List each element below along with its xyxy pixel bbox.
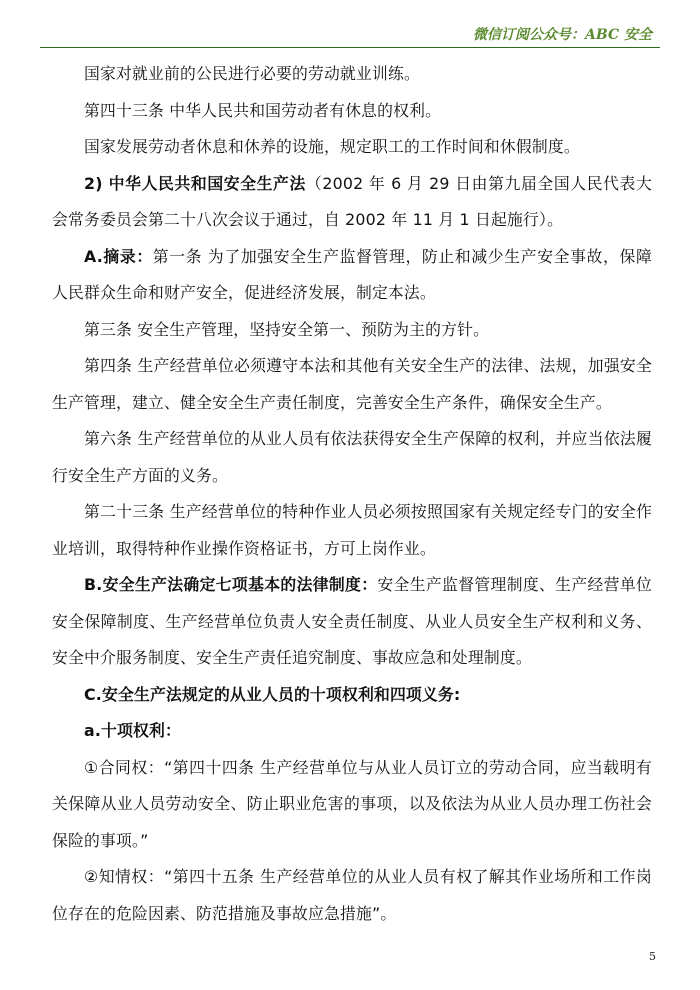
paragraph: 第二十三条 生产经营单位的特种作业人员必须按照国家有关规定经专门的安全作业培训，取得特种作业操作资格证书，方可上岗作业。	[52, 502, 652, 558]
subsection-heading: a.十项权利：	[84, 721, 182, 740]
legal-systems-text: 安全生产监督管理制度、生产经营单位安全保障制度、生产经营单位负责人安全责任制度、从业人员安全生产权利和义务、安全中介服务制度、安全生产责任追究制度、事故应急和处理制度。	[52, 575, 652, 667]
paragraph: 国家对就业前的公民进行必要的劳动就业训练。	[84, 64, 420, 83]
law-title: 2) 中华人民共和国安全生产法	[84, 173, 306, 193]
excerpt-label: A.摘录：	[84, 246, 153, 266]
section-heading: C.安全生产法规定的从业人员的十项权利和四项义务:	[84, 684, 461, 704]
legal-systems-label: B.安全生产法确定七项基本的法律制度：	[84, 575, 378, 594]
law-enactment-note: （2002 年 6 月 29 日由第九届全国人民代表大会常务委员会第二十八次会议于通过，自 2002 年 11 月 1 日起施行）。	[52, 173, 652, 229]
document-body	[52, 56, 652, 932]
header-divider	[40, 47, 660, 48]
paragraph: 第三条 安全生产管理，坚持安全第一、预防为主的方针。	[84, 319, 490, 339]
paragraph: ①合同权：“第四十四条 生产经营单位与从业人员订立的劳动合同，应当载明有关保障从业人员劳动安全、防止职业危害的事项，以及依法为从业人员办理工伤社会保险的事项。”	[52, 757, 652, 850]
excerpt-text: 第一条 为了加强安全生产监督管理，防止和减少生产安全事故，保障人民群众生命和财产安全，促进经济发展，制定本法。	[52, 246, 652, 302]
paragraph: 第六条 生产经营单位的从业人员有依法获得安全生产保障的权利，并应当依法履行安全生产方面的义务。	[52, 429, 652, 485]
law-title-paragraph	[52, 166, 652, 239]
page-number: 5	[649, 950, 656, 963]
paragraph: 国家发展劳动者休息和休养的设施，规定职工的工作时间和休假制度。	[84, 137, 580, 156]
paragraph: 第四十三条 中华人民共和国劳动者有休息的权利。	[84, 100, 442, 120]
excerpt-paragraph	[52, 239, 652, 312]
paragraph: 第四条 生产经营单位必须遵守本法和其他有关安全生产的法律、法规，加强安全生产管理，建立、健全安全生产责任制度，完善安全生产条件，确保安全生产。	[52, 356, 652, 412]
header-title: 微信订阅公众号：ABC 安全	[473, 27, 652, 43]
paragraph: ②知情权：“第四十五条 生产经营单位的从业人员有权了解其作业场所和工作岗位存在的危险因素、防范措施及事故应急措施”。	[52, 867, 652, 923]
legal-systems-paragraph	[52, 567, 652, 677]
